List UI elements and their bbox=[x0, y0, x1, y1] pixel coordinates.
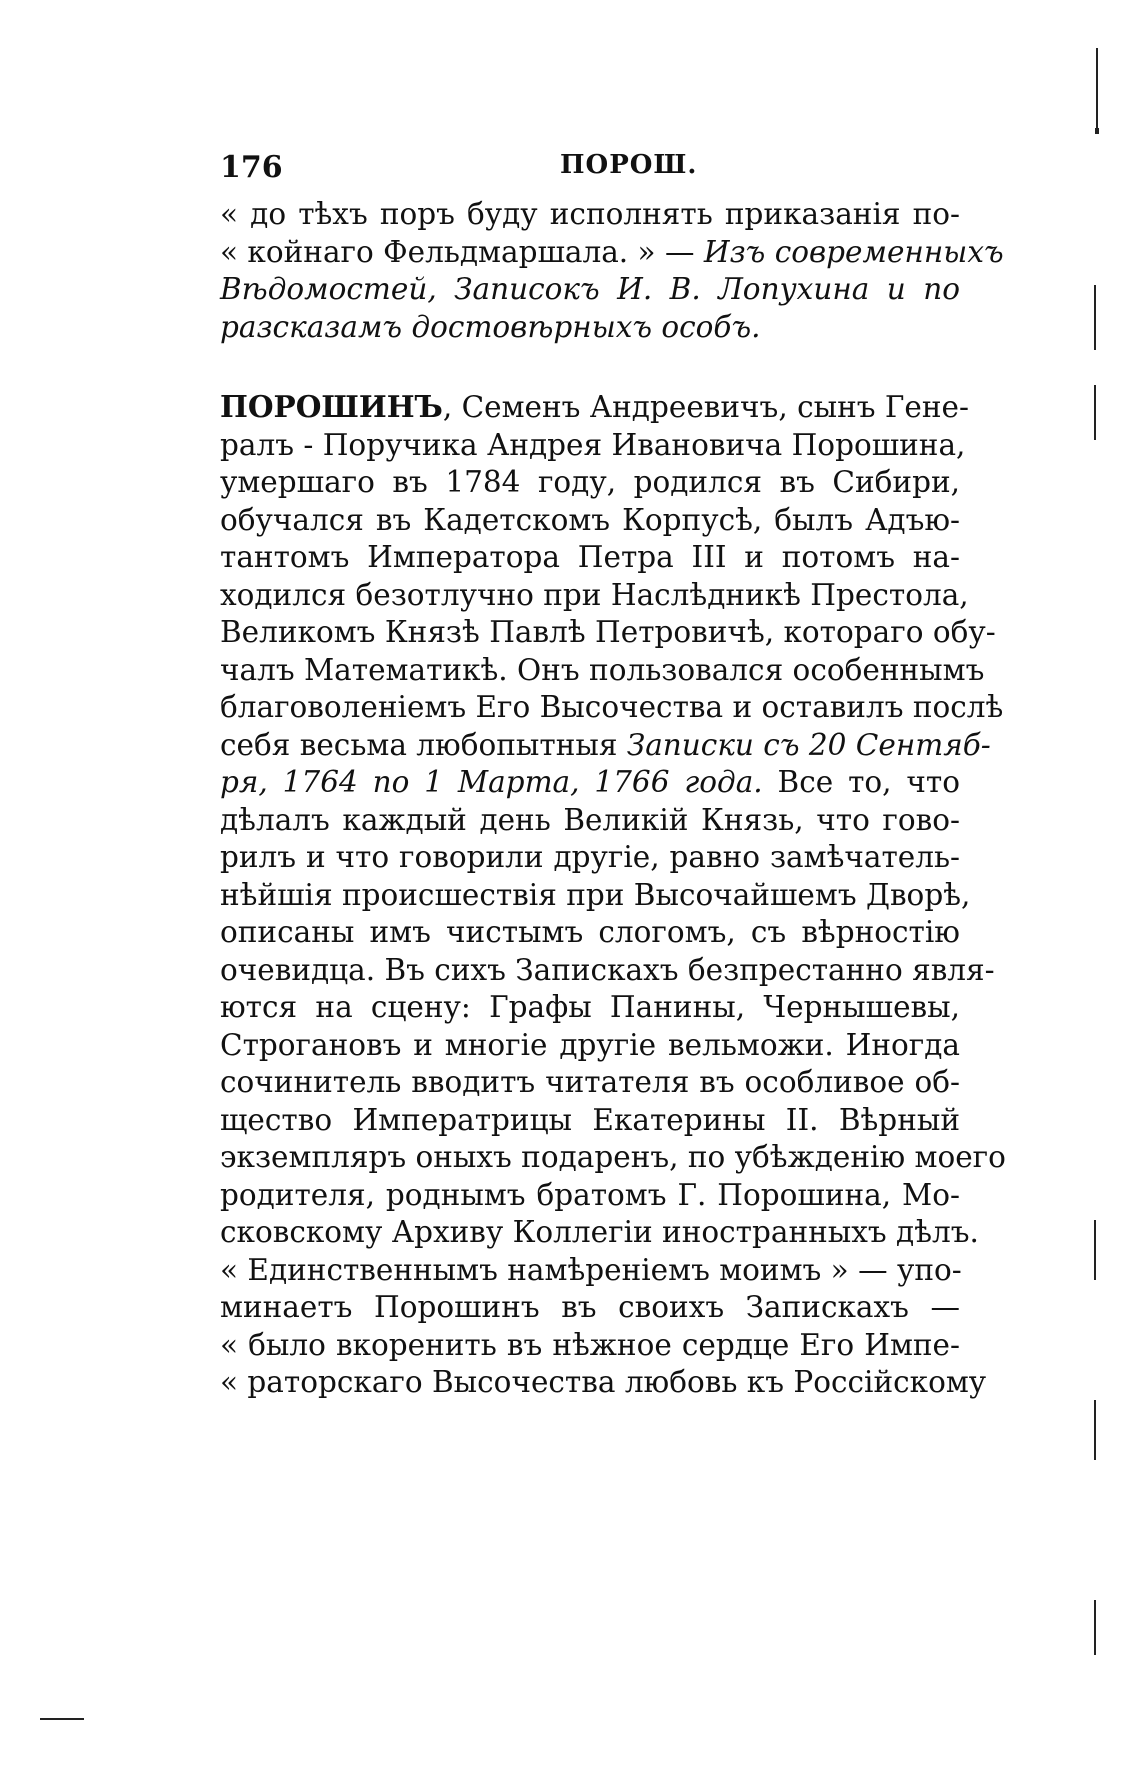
scan-margin-rule bbox=[1094, 285, 1096, 350]
scan-margin-dot bbox=[1095, 128, 1099, 134]
scan-margin-rule bbox=[1094, 1600, 1096, 1655]
page-number: 176 bbox=[220, 150, 283, 185]
text-segment: Вѣдомостей, Записокъ И. В. Лопухина и по bbox=[220, 272, 960, 306]
text-line bbox=[220, 234, 1004, 272]
text-segment: « раторскаго Высочества любовь къ Россійскому bbox=[220, 1365, 987, 1399]
text-line bbox=[220, 1027, 960, 1065]
text-segment: себя весьма любопытныя bbox=[220, 727, 627, 762]
text-line bbox=[220, 1139, 1006, 1177]
text-segment: дѣлалъ каждый день Великій Князь, что гово- bbox=[220, 802, 960, 837]
text-segment: Строгановъ и многіе другіе вельможи. Иногда bbox=[220, 1027, 960, 1062]
text-segment: сковскому Архиву Коллегіи иностранныхъ дѣлъ. bbox=[220, 1215, 979, 1249]
text-segment: нѣйшія происшествія при Высочайшемъ Дворѣ, bbox=[220, 877, 971, 912]
text-line bbox=[220, 577, 969, 615]
text-segment: Записки съ 20 Сентяб- bbox=[626, 727, 991, 762]
running-head: ПОРОШ. bbox=[560, 150, 698, 180]
text-line bbox=[220, 839, 960, 877]
text-segment: « Единственнымъ намѣреніемъ моимъ » — упо- bbox=[220, 1252, 962, 1287]
text-segment: Великомъ Князѣ Павлѣ Петровичѣ, котораго обу- bbox=[220, 615, 996, 649]
entry-headword: ПОРОШИНЪ bbox=[220, 389, 443, 424]
text-segment: описаны имъ чистымъ слогомъ, съ вѣрностію bbox=[220, 915, 960, 949]
text-segment: « было вкоренить въ нѣжное сердце Его Импе- bbox=[220, 1327, 960, 1362]
text-segment: Все то, что bbox=[762, 765, 960, 799]
text-line bbox=[220, 652, 985, 690]
text-line bbox=[220, 689, 1004, 727]
text-segment: разсказамъ достовѣрныхъ особъ. bbox=[220, 309, 761, 344]
text-line bbox=[220, 802, 960, 840]
text-line bbox=[220, 914, 960, 952]
text-segment: родителя, роднымъ братомъ Г. Порошина, Мо- bbox=[220, 1177, 960, 1212]
text-line bbox=[220, 1327, 960, 1365]
text-line bbox=[220, 614, 996, 652]
text-segment: « койнаго Фельдмаршала. » — bbox=[220, 234, 704, 269]
text-segment: « до тѣхъ поръ буду исполнять приказанія по- bbox=[220, 197, 960, 231]
text-line bbox=[220, 1364, 987, 1402]
text-line bbox=[220, 464, 960, 502]
text-segment: чалъ Математикѣ. Онъ пользовался особеннымъ bbox=[220, 652, 985, 687]
paragraph-gap bbox=[220, 346, 960, 388]
text-line bbox=[220, 1102, 960, 1140]
text-segment: , Семенъ Андреевичъ, сынъ Гене- bbox=[442, 390, 969, 424]
scan-bottom-dash bbox=[40, 1718, 84, 1720]
text-segment: благоволеніемъ Его Высочества и оставилъ послѣ bbox=[220, 690, 1004, 724]
text-segment: умершаго въ 1784 году, родился въ Сибири, bbox=[220, 465, 960, 499]
scan-margin-rule bbox=[1094, 1400, 1096, 1460]
text-line bbox=[220, 1214, 979, 1252]
text-segment: минаетъ Порошинъ въ своихъ Запискахъ — bbox=[220, 1290, 960, 1324]
scan-margin-rule bbox=[1094, 385, 1096, 440]
text-line bbox=[220, 989, 960, 1027]
text-line bbox=[220, 877, 971, 915]
text-line bbox=[220, 196, 960, 234]
page-body bbox=[220, 196, 1006, 1402]
continued-paragraph bbox=[220, 196, 1004, 346]
entry-paragraph bbox=[220, 388, 1006, 1402]
text-line bbox=[220, 1289, 960, 1327]
text-segment: ходился безотлучно при Наслѣдникѣ Престола, bbox=[220, 577, 969, 612]
text-segment: очевидца. Въ сихъ Запискахъ безпрестанно явля- bbox=[220, 952, 995, 987]
text-segment: ралъ - Поручика Андрея Ивановича Порошина, bbox=[220, 427, 966, 462]
text-line bbox=[220, 1177, 960, 1215]
text-segment: Изъ современныхъ bbox=[703, 234, 1004, 269]
scan-margin-rule bbox=[1096, 48, 1098, 128]
text-segment: ются на сцену: Графы Панины, Чернышевы, bbox=[220, 990, 960, 1024]
text-line bbox=[220, 764, 960, 802]
text-line bbox=[220, 271, 960, 309]
text-segment: щество Императрицы Екатерины II. Вѣрный bbox=[220, 1102, 960, 1137]
text-segment: сочинитель вводитъ читателя въ особливое об- bbox=[220, 1065, 960, 1099]
page-header bbox=[220, 150, 960, 190]
text-line bbox=[220, 1252, 960, 1290]
text-line bbox=[220, 309, 960, 347]
text-line bbox=[220, 427, 966, 465]
text-line bbox=[220, 1064, 960, 1102]
text-line bbox=[220, 502, 960, 540]
text-line bbox=[220, 727, 991, 765]
text-line bbox=[220, 388, 969, 427]
scan-margin-rule bbox=[1094, 1220, 1096, 1280]
text-line bbox=[220, 952, 995, 990]
text-segment: ря, 1764 по 1 Марта, 1766 года. bbox=[220, 765, 763, 799]
text-segment: экземпляръ оныхъ подаренъ, по убѣжденію моего bbox=[220, 1140, 1006, 1174]
text-segment: тантомъ Императора Петра III и потомъ на- bbox=[220, 540, 960, 574]
text-segment: обучался въ Кадетскомъ Корпусѣ, былъ Адъю- bbox=[220, 502, 960, 537]
text-line bbox=[220, 539, 960, 577]
text-segment: рилъ и что говорили другіе, равно замѣчатель- bbox=[220, 840, 960, 874]
